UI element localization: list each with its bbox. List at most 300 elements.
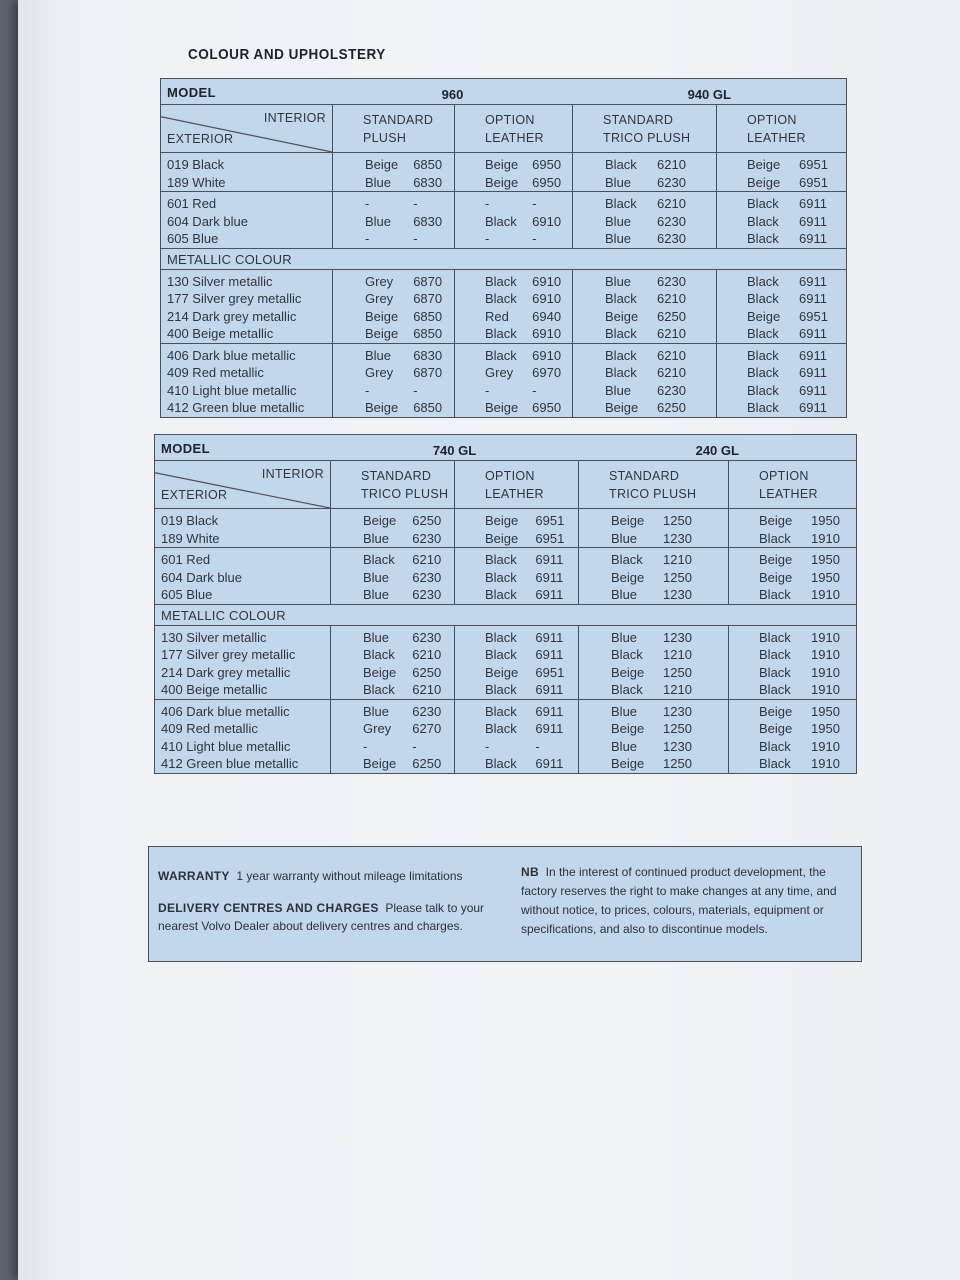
upholstery-entry bbox=[365, 174, 454, 192]
exterior-colour: 214 Dark grey metallic bbox=[161, 664, 291, 680]
upholstery-code: 6210 bbox=[657, 196, 686, 211]
upholstery-cell bbox=[455, 625, 579, 699]
upholstery-entry bbox=[363, 738, 454, 756]
column-header-line1: OPTION bbox=[485, 113, 535, 127]
upholstery-colour: Black bbox=[485, 273, 517, 289]
upholstery-entry bbox=[485, 551, 578, 569]
upholstery-code: 6270 bbox=[412, 721, 442, 736]
upholstery-colour: Black bbox=[759, 629, 791, 645]
upholstery-entry bbox=[759, 755, 856, 773]
upholstery-colour: Beige bbox=[747, 157, 781, 172]
upholstery-entry bbox=[363, 551, 454, 569]
upholstery-entry bbox=[485, 195, 572, 213]
upholstery-cell bbox=[717, 153, 847, 192]
upholstery-colour: Blue bbox=[611, 629, 638, 645]
upholstery-code: 6210 bbox=[657, 365, 686, 380]
upholstery-colour: Black bbox=[485, 326, 517, 341]
table-row bbox=[161, 343, 847, 417]
upholstery-code: 6911 bbox=[799, 291, 827, 306]
upholstery-code: 6911 bbox=[535, 682, 564, 697]
exterior-cell bbox=[161, 343, 333, 417]
upholstery-colour: Black bbox=[747, 400, 779, 415]
upholstery-entry bbox=[365, 364, 454, 382]
upholstery-code: 6210 bbox=[412, 682, 442, 697]
upholstery-code: 6950 bbox=[532, 400, 562, 415]
upholstery-entry bbox=[605, 156, 716, 174]
upholstery-code: - bbox=[413, 196, 418, 211]
upholstery-code: 1230 bbox=[663, 587, 692, 602]
upholstery-code: 6911 bbox=[535, 721, 564, 736]
upholstery-colour: Black bbox=[747, 291, 779, 306]
upholstery-colour: Black bbox=[747, 273, 779, 289]
upholstery-colour: Beige bbox=[611, 569, 645, 585]
upholstery-code: 1910 bbox=[811, 647, 840, 662]
upholstery-code: 6910 bbox=[532, 291, 562, 306]
upholstery-colour: Blue bbox=[363, 569, 390, 585]
column-header bbox=[729, 461, 857, 509]
table-row bbox=[155, 625, 857, 699]
exterior-colour: 605 Blue bbox=[167, 231, 219, 246]
upholstery-entry bbox=[759, 569, 856, 587]
upholstery-entry bbox=[611, 703, 728, 721]
upholstery-colour: - bbox=[485, 231, 490, 246]
upholstery-code: 6910 bbox=[532, 347, 562, 363]
upholstery-colour: Black bbox=[747, 365, 779, 380]
upholstery-entry bbox=[485, 325, 572, 343]
column-header-line2: LEATHER bbox=[485, 487, 544, 501]
table-row bbox=[161, 153, 847, 192]
upholstery-entry bbox=[747, 156, 846, 174]
upholstery-entry bbox=[363, 681, 454, 699]
model-row bbox=[155, 435, 857, 461]
upholstery-colour: Black bbox=[485, 629, 517, 645]
column-header-line2: PLUSH bbox=[363, 131, 407, 145]
upholstery-colour: Black bbox=[485, 587, 517, 602]
upholstery-cell bbox=[579, 699, 729, 773]
upholstery-colour: Black bbox=[363, 682, 395, 697]
metallic-colour-label: METALLIC COLOUR bbox=[155, 604, 857, 625]
upholstery-code: - bbox=[412, 738, 417, 754]
upholstery-entry bbox=[605, 308, 716, 326]
nb-text: In the interest of continued product development, the factory reserves the right to make changes at any time, and without notice, to prices, colours, materials, equipment or specifications, and also to discontinue models. bbox=[521, 865, 837, 936]
upholstery-colour: - bbox=[485, 196, 490, 211]
upholstery-code: 1210 bbox=[663, 552, 692, 567]
upholstery-entry bbox=[485, 213, 572, 231]
upholstery-cell bbox=[729, 548, 857, 605]
upholstery-entry bbox=[363, 664, 454, 682]
upholstery-code: 6210 bbox=[657, 347, 686, 363]
upholstery-entry bbox=[485, 738, 578, 756]
upholstery-code: 1950 bbox=[811, 513, 840, 528]
upholstery-entry bbox=[485, 755, 578, 773]
column-header bbox=[717, 105, 847, 153]
upholstery-entry bbox=[747, 382, 846, 400]
interior-exterior-header bbox=[161, 105, 333, 153]
upholstery-entry bbox=[485, 364, 572, 382]
upholstery-entry bbox=[485, 664, 578, 682]
upholstery-entry bbox=[363, 646, 454, 664]
upholstery-entry bbox=[611, 530, 728, 548]
metallic-colour-label: METALLIC COLOUR bbox=[161, 248, 847, 269]
upholstery-code: 6911 bbox=[799, 365, 827, 380]
upholstery-entry bbox=[485, 230, 572, 248]
model-name: 240 GL bbox=[579, 435, 857, 461]
upholstery-colour: Beige bbox=[365, 400, 399, 415]
upholstery-code: 6911 bbox=[799, 213, 827, 229]
upholstery-code: 6230 bbox=[412, 569, 442, 585]
upholstery-colour: Beige bbox=[611, 513, 645, 528]
upholstery-entry bbox=[611, 664, 728, 682]
upholstery-code: 6850 bbox=[413, 400, 443, 415]
upholstery-cell bbox=[729, 625, 857, 699]
upholstery-cell bbox=[729, 509, 857, 548]
upholstery-colour: Red bbox=[485, 308, 509, 324]
upholstery-code: 1950 bbox=[811, 721, 840, 736]
upholstery-colour: Beige bbox=[759, 703, 793, 719]
table-row bbox=[161, 269, 847, 343]
upholstery-code: 6830 bbox=[413, 213, 443, 229]
upholstery-colour: Black bbox=[747, 231, 779, 246]
upholstery-cell bbox=[333, 192, 455, 249]
upholstery-cell bbox=[579, 509, 729, 548]
upholstery-entry bbox=[363, 512, 454, 530]
upholstery-colour: Blue bbox=[605, 213, 632, 229]
upholstery-code: 6850 bbox=[413, 157, 443, 172]
upholstery-entry bbox=[747, 195, 846, 213]
upholstery-entry bbox=[611, 720, 728, 738]
exterior-colour: 412 Green blue metallic bbox=[161, 756, 299, 771]
upholstery-colour: Blue bbox=[363, 703, 390, 719]
upholstery-code: - bbox=[413, 231, 418, 246]
upholstery-cell bbox=[333, 153, 455, 192]
upholstery-cell bbox=[717, 343, 847, 417]
upholstery-code: 6911 bbox=[799, 382, 827, 398]
upholstery-code: 6850 bbox=[413, 308, 443, 324]
upholstery-colour: Black bbox=[747, 196, 779, 211]
upholstery-colour: Black bbox=[605, 157, 637, 172]
interior-label: INTERIOR bbox=[261, 467, 324, 481]
upholstery-code: 6910 bbox=[532, 213, 562, 229]
column-header-line2: LEATHER bbox=[485, 131, 544, 145]
column-header bbox=[331, 461, 455, 509]
upholstery-entry bbox=[485, 569, 578, 587]
upholstery-colour: Beige bbox=[747, 174, 781, 190]
upholstery-code: 6230 bbox=[657, 174, 686, 190]
upholstery-colour: Blue bbox=[605, 382, 632, 398]
upholstery-code: 1910 bbox=[811, 738, 840, 754]
table-row bbox=[161, 192, 847, 249]
upholstery-code: 6870 bbox=[413, 273, 443, 289]
upholstery-cell bbox=[573, 269, 717, 343]
upholstery-colour: Black bbox=[747, 213, 779, 229]
upholstery-cell bbox=[455, 509, 579, 548]
upholstery-entry bbox=[611, 681, 728, 699]
upholstery-code: 6911 bbox=[799, 231, 827, 246]
column-header-line1: OPTION bbox=[485, 469, 535, 483]
upholstery-entry bbox=[605, 273, 716, 291]
exterior-label: EXTERIOR bbox=[167, 132, 234, 146]
upholstery-cell bbox=[331, 625, 455, 699]
upholstery-entry bbox=[485, 308, 572, 326]
upholstery-colour: - bbox=[485, 382, 490, 398]
nb-note bbox=[521, 863, 841, 939]
exterior-colour: 177 Silver grey metallic bbox=[167, 291, 302, 306]
upholstery-colour: Beige bbox=[747, 308, 781, 324]
upholstery-code: 6950 bbox=[532, 174, 562, 190]
upholstery-code: 6230 bbox=[657, 382, 686, 398]
upholstery-cell bbox=[573, 343, 717, 417]
upholstery-entry bbox=[747, 308, 846, 326]
exterior-colour: 605 Blue bbox=[161, 587, 213, 602]
upholstery-entry bbox=[365, 308, 454, 326]
upholstery-cell bbox=[455, 343, 573, 417]
upholstery-code: 6911 bbox=[535, 587, 564, 602]
upholstery-entry bbox=[605, 399, 716, 417]
upholstery-entry bbox=[759, 646, 856, 664]
upholstery-entry bbox=[485, 174, 572, 192]
upholstery-entry bbox=[363, 720, 454, 738]
upholstery-code: 6951 bbox=[799, 174, 828, 190]
upholstery-code: 6911 bbox=[535, 703, 564, 719]
upholstery-colour: - bbox=[365, 196, 370, 211]
upholstery-entry bbox=[759, 703, 856, 721]
upholstery-colour: Beige bbox=[485, 513, 519, 528]
upholstery-entry bbox=[747, 230, 846, 248]
upholstery-colour: Beige bbox=[759, 513, 793, 528]
upholstery-code: 1210 bbox=[663, 682, 692, 697]
column-header-line2: TRICO PLUSH bbox=[609, 487, 697, 501]
upholstery-colour: Beige bbox=[759, 552, 793, 567]
upholstery-entry bbox=[605, 230, 716, 248]
upholstery-code: 6230 bbox=[657, 273, 686, 289]
upholstery-entry bbox=[365, 195, 454, 213]
upholstery-colour: Black bbox=[485, 291, 517, 306]
exterior-colour: 400 Beige metallic bbox=[167, 326, 274, 341]
upholstery-entry bbox=[365, 325, 454, 343]
column-header bbox=[579, 461, 729, 509]
exterior-colour: 130 Silver metallic bbox=[167, 273, 273, 289]
delivery-label: DELIVERY CENTRES AND CHARGES bbox=[158, 901, 379, 915]
upholstery-colour: Beige bbox=[611, 756, 645, 771]
upholstery-colour: Beige bbox=[363, 664, 397, 680]
upholstery-code: 1950 bbox=[811, 569, 840, 585]
upholstery-cell bbox=[333, 269, 455, 343]
exterior-cell bbox=[161, 269, 333, 343]
upholstery-code: 6911 bbox=[535, 756, 564, 771]
upholstery-colour: Black bbox=[747, 326, 779, 341]
upholstery-entry bbox=[747, 174, 846, 192]
upholstery-colour: Beige bbox=[759, 721, 793, 736]
column-header-line1: STANDARD bbox=[609, 469, 680, 483]
column-header bbox=[455, 105, 573, 153]
upholstery-colour: Black bbox=[759, 530, 791, 546]
column-header-line1: OPTION bbox=[747, 113, 797, 127]
upholstery-code: 6230 bbox=[412, 703, 442, 719]
upholstery-entry bbox=[363, 569, 454, 587]
upholstery-colour: - bbox=[365, 382, 370, 398]
column-header-line1: STANDARD bbox=[361, 469, 432, 483]
upholstery-code: 1230 bbox=[663, 629, 692, 645]
upholstery-entry bbox=[611, 569, 728, 587]
upholstery-entry bbox=[759, 530, 856, 548]
upholstery-colour: Black bbox=[485, 703, 517, 719]
upholstery-entry bbox=[365, 273, 454, 291]
upholstery-colour: Grey bbox=[363, 721, 392, 736]
upholstery-code: 6230 bbox=[412, 629, 442, 645]
upholstery-code: 6210 bbox=[657, 157, 686, 172]
exterior-cell bbox=[161, 192, 333, 249]
exterior-colour: 189 White bbox=[161, 530, 220, 546]
table-row bbox=[155, 548, 857, 605]
upholstery-code: 6210 bbox=[657, 326, 686, 341]
upholstery-entry bbox=[605, 213, 716, 231]
upholstery-code: 1250 bbox=[663, 664, 692, 680]
upholstery-cell bbox=[717, 269, 847, 343]
upholstery-entry bbox=[485, 290, 572, 308]
upholstery-colour: Black bbox=[611, 552, 643, 567]
upholstery-colour: Black bbox=[605, 365, 637, 380]
upholstery-code: - bbox=[535, 738, 540, 754]
exterior-colour: 409 Red metallic bbox=[167, 365, 264, 380]
exterior-colour: 409 Red metallic bbox=[161, 721, 258, 736]
warranty-note bbox=[158, 867, 488, 885]
upholstery-entry bbox=[485, 512, 578, 530]
upholstery-code: 1950 bbox=[811, 703, 840, 719]
upholstery-code: 1950 bbox=[811, 552, 840, 567]
upholstery-colour: Beige bbox=[363, 513, 397, 528]
upholstery-code: 6951 bbox=[799, 157, 828, 172]
upholstery-colour: Black bbox=[611, 647, 643, 662]
upholstery-colour: Blue bbox=[363, 587, 390, 602]
upholstery-cell bbox=[331, 509, 455, 548]
upholstery-cell bbox=[331, 699, 455, 773]
upholstery-cell bbox=[729, 699, 857, 773]
upholstery-cell bbox=[455, 153, 573, 192]
upholstery-code: 6970 bbox=[532, 365, 562, 380]
upholstery-code: 1910 bbox=[811, 629, 840, 645]
upholstery-table-960-940 bbox=[160, 78, 847, 418]
upholstery-entry bbox=[747, 347, 846, 365]
upholstery-entry bbox=[611, 629, 728, 647]
upholstery-table-740-240 bbox=[154, 434, 857, 774]
upholstery-colour: - bbox=[363, 738, 368, 754]
upholstery-colour: Black bbox=[605, 291, 637, 306]
model-name: 740 GL bbox=[331, 435, 579, 461]
upholstery-code: 1250 bbox=[663, 721, 692, 736]
upholstery-code: - bbox=[532, 382, 537, 398]
upholstery-code: 1210 bbox=[663, 647, 692, 662]
exterior-colour: 601 Red bbox=[167, 196, 217, 211]
metallic-colour-row bbox=[161, 248, 847, 269]
upholstery-code: 1910 bbox=[811, 682, 840, 697]
upholstery-code: 1250 bbox=[663, 569, 692, 585]
upholstery-code: 6250 bbox=[412, 664, 442, 680]
upholstery-entry bbox=[759, 586, 856, 604]
upholstery-entry bbox=[605, 325, 716, 343]
upholstery-colour: Beige bbox=[611, 664, 645, 680]
upholstery-colour: Black bbox=[485, 552, 517, 567]
warranty-label: WARRANTY bbox=[158, 869, 230, 883]
upholstery-colour: Blue bbox=[365, 174, 392, 190]
upholstery-colour: Grey bbox=[485, 365, 514, 380]
upholstery-entry bbox=[759, 681, 856, 699]
upholstery-colour: Beige bbox=[485, 157, 519, 172]
upholstery-colour: Black bbox=[747, 382, 779, 398]
upholstery-entry bbox=[611, 646, 728, 664]
exterior-cell bbox=[155, 548, 331, 605]
upholstery-colour: Blue bbox=[605, 174, 632, 190]
upholstery-cell bbox=[579, 548, 729, 605]
upholstery-colour: Black bbox=[485, 647, 517, 662]
upholstery-colour: Grey bbox=[365, 273, 394, 289]
upholstery-entry bbox=[759, 629, 856, 647]
column-header-line2: TRICO PLUSH bbox=[603, 131, 691, 145]
column-header-line1: STANDARD bbox=[363, 113, 434, 127]
exterior-colour: 019 Black bbox=[161, 513, 219, 528]
upholstery-code: 6210 bbox=[412, 647, 442, 662]
upholstery-code: 6951 bbox=[799, 308, 828, 324]
upholstery-colour: Blue bbox=[605, 273, 632, 289]
upholstery-code: 6911 bbox=[799, 273, 827, 289]
footer-notes-box bbox=[148, 846, 862, 962]
exterior-label: EXTERIOR bbox=[161, 488, 228, 502]
upholstery-colour: Black bbox=[605, 196, 637, 211]
upholstery-code: 6870 bbox=[413, 291, 443, 306]
exterior-cell bbox=[155, 509, 331, 548]
upholstery-code: 6911 bbox=[535, 629, 564, 645]
upholstery-colour: Blue bbox=[611, 587, 638, 602]
upholstery-code: 6250 bbox=[657, 400, 686, 415]
exterior-colour: 177 Silver grey metallic bbox=[161, 647, 296, 662]
table-row bbox=[155, 509, 857, 548]
upholstery-code: 1250 bbox=[663, 513, 692, 528]
upholstery-code: 6951 bbox=[535, 664, 565, 680]
upholstery-colour: Black bbox=[759, 587, 791, 602]
upholstery-code: - bbox=[532, 231, 537, 246]
upholstery-colour: Black bbox=[605, 347, 637, 363]
upholstery-cell bbox=[579, 625, 729, 699]
model-name: 940 GL bbox=[573, 79, 847, 105]
column-header-row bbox=[161, 105, 847, 153]
upholstery-entry bbox=[485, 399, 572, 417]
upholstery-code: - bbox=[532, 196, 537, 211]
upholstery-cell bbox=[573, 153, 717, 192]
delivery-note bbox=[158, 899, 488, 935]
upholstery-entry bbox=[365, 230, 454, 248]
column-header-row bbox=[155, 461, 857, 509]
upholstery-entry bbox=[363, 703, 454, 721]
upholstery-colour: Black bbox=[363, 647, 395, 662]
upholstery-entry bbox=[759, 551, 856, 569]
upholstery-entry bbox=[759, 664, 856, 682]
upholstery-colour: - bbox=[485, 738, 490, 754]
upholstery-entry bbox=[363, 530, 454, 548]
upholstery-code: 6250 bbox=[412, 756, 442, 771]
upholstery-code: 6830 bbox=[413, 347, 443, 363]
upholstery-entry bbox=[605, 382, 716, 400]
upholstery-colour: Blue bbox=[365, 347, 392, 363]
interior-label: INTERIOR bbox=[263, 111, 326, 125]
upholstery-entry bbox=[485, 646, 578, 664]
upholstery-code: 1230 bbox=[663, 738, 692, 754]
upholstery-colour: Black bbox=[485, 347, 517, 363]
upholstery-code: 6250 bbox=[412, 513, 442, 528]
upholstery-colour: Beige bbox=[363, 756, 397, 771]
upholstery-colour: Black bbox=[747, 347, 779, 363]
upholstery-colour: Blue bbox=[363, 530, 390, 546]
delivery-text: Please talk to your nearest Volvo Dealer about delivery centres and charges. bbox=[158, 901, 485, 933]
upholstery-colour: Beige bbox=[365, 308, 399, 324]
